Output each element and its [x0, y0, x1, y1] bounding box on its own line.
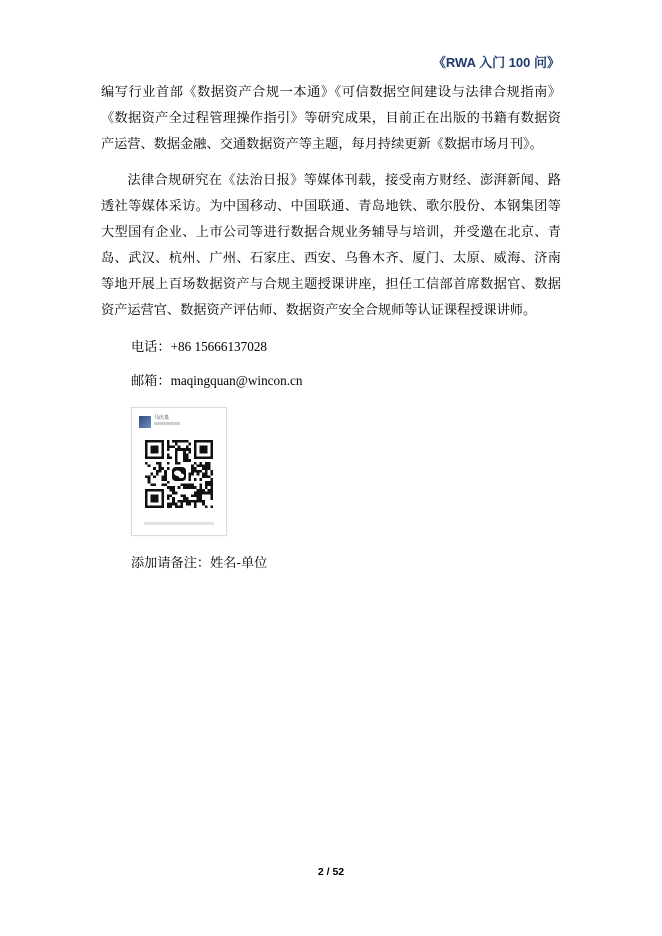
wechat-icon	[171, 466, 187, 482]
phone-value: +86 15666137028	[170, 339, 268, 354]
phone-line	[131, 336, 267, 355]
qr-code	[145, 440, 213, 508]
qr-card-subtitle-placeholder	[154, 422, 180, 425]
email-line	[131, 370, 302, 389]
document-header-title: 《RWA 入门 100 问》	[432, 55, 560, 70]
email-label: 邮箱：	[131, 374, 171, 389]
qr-card-caption-placeholder	[144, 522, 214, 525]
paragraph-1: 编写行业首部《数据资产合规一本通》《可信数据空间建设与法律合规指南》《数据资产全过程管理操作指引》等研究成果，目前正在出版的书籍有数据资产运营、数据金融、交通数据资产等主题，每月持续更新《数据市场月刊》。	[101, 85, 561, 152]
wechat-qr-card	[131, 407, 227, 536]
page-number: 2 / 52	[317, 866, 345, 878]
remark-note: 添加请备注：姓名-单位	[131, 556, 268, 571]
body-text	[101, 80, 561, 324]
paragraph-2: 法律合规研究在《法治日报》等媒体刊载，接受南方财经、澎湃新闻、路透社等媒体采访。为中国移动、中国联通、青岛地铁、歌尔股份、本钢集团等大型国有企业、上市公司等进行数据合规业务辅导与培训，并受邀在北京、青岛、武汉、杭州、广州、石家庄、西安、乌鲁木齐、厦门、太原、威海、济南等地开展上百场数据资产与合规主题授课讲座，担任工信部首席数据官、数据资产运营官、数据资产评估师、数据资产安全合规师等认证课程授课讲师。	[101, 173, 561, 318]
qr-card-name: 马庆泉	[154, 415, 170, 421]
phone-label: 电话：	[131, 340, 171, 355]
email-value: maqingquan@wincon.cn	[170, 373, 303, 388]
avatar	[139, 416, 151, 428]
